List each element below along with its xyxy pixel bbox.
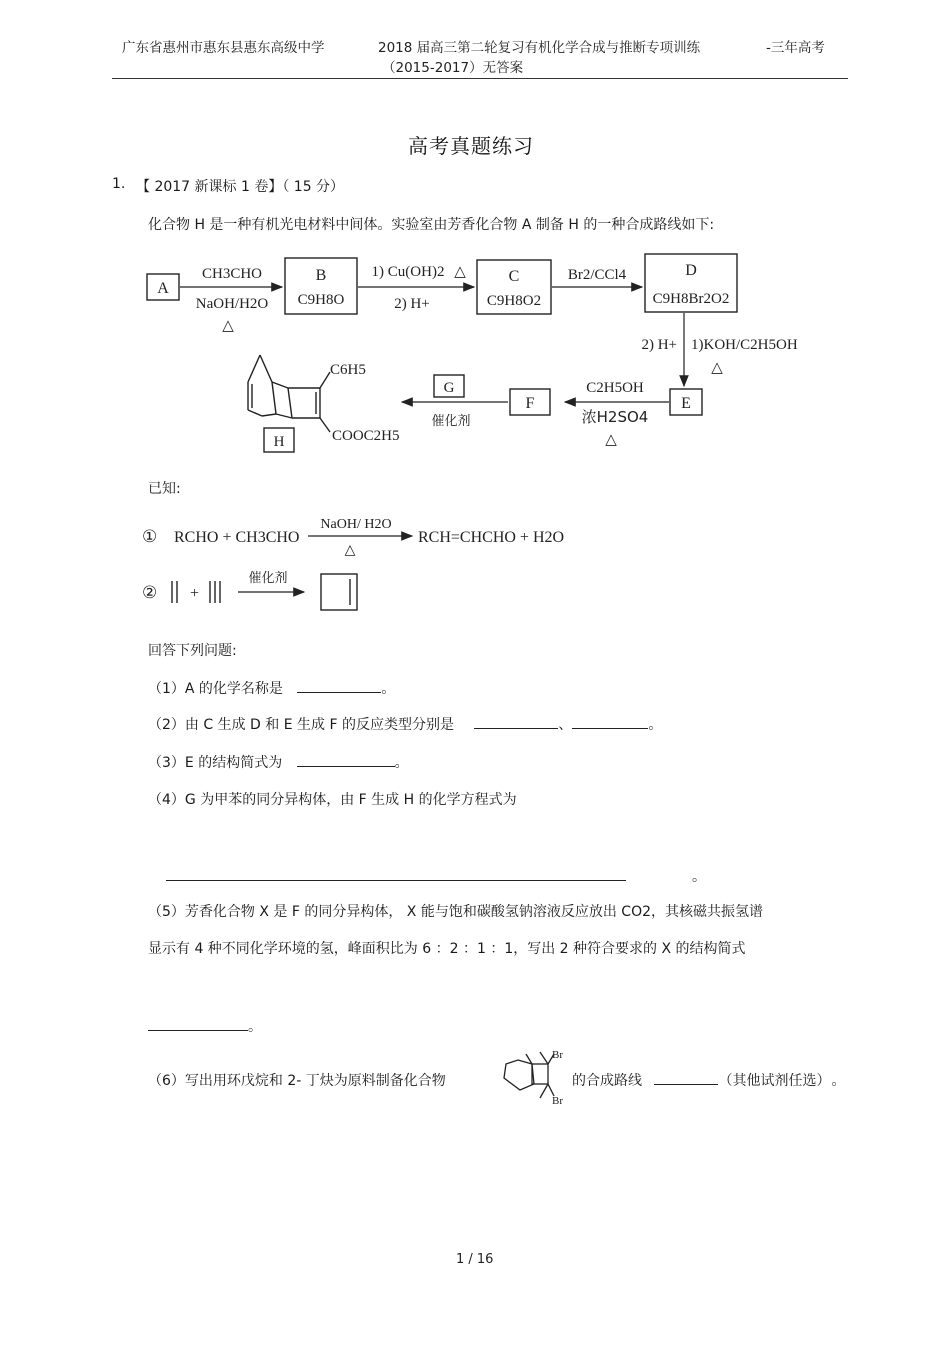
alkene-structure bbox=[172, 581, 177, 603]
item-5-answer bbox=[148, 1016, 262, 1036]
header-divider bbox=[112, 78, 848, 79]
compound-g: G bbox=[443, 380, 455, 396]
bromine-label-bottom: Br bbox=[552, 1095, 563, 1107]
heat-symbol-1: △ bbox=[222, 318, 234, 334]
answer-blank-5[interactable] bbox=[148, 1016, 248, 1031]
item-6-text-3: （其他试剂任选） bbox=[718, 1073, 824, 1089]
compound-h: H bbox=[273, 434, 285, 450]
item-5-end: 。 bbox=[248, 1019, 262, 1035]
cyclobutene-structure bbox=[321, 574, 357, 610]
page-title: 高考真题练习 bbox=[408, 134, 534, 158]
item-2-end: 。 bbox=[648, 717, 663, 733]
answer-blank-3[interactable] bbox=[297, 752, 395, 767]
known-reactions bbox=[140, 505, 600, 617]
substituent-phenyl: C6H5 bbox=[330, 362, 366, 378]
item-3-text: （3）E 的结构简式为 bbox=[148, 755, 283, 771]
known-reaction-1-reactants: RCHO + CH3CHO bbox=[174, 529, 300, 546]
bromine-label-top: Br bbox=[552, 1049, 563, 1061]
catalyst-label: 催化剂 bbox=[431, 414, 471, 429]
reagent-h2so4: 浓H2SO4 bbox=[581, 408, 649, 426]
known-reaction-1-conditions: NaOH/ H2O bbox=[320, 517, 392, 532]
reagent-ch3cho: CH3CHO bbox=[201, 266, 263, 282]
compound-h-structure bbox=[248, 355, 330, 432]
item-6-text-2: 的合成路线 bbox=[572, 1073, 642, 1089]
compound-c: C bbox=[508, 268, 520, 285]
answer-blank-2a[interactable] bbox=[474, 714, 558, 729]
header-years: （2015-2017）无答案 bbox=[382, 60, 524, 76]
item-1-text: （1）A 的化学名称是 bbox=[148, 681, 283, 697]
formula-b: C9H8O bbox=[297, 292, 345, 308]
answer-blank-1[interactable] bbox=[297, 678, 381, 693]
item-2-text: （2）由 C 生成 D 和 E 生成 F 的反应类型分别是 bbox=[148, 717, 454, 733]
question-intro: 化合物 H 是一种有机光电材料中间体。实验室由芳香化合物 A 制备 H 的一种合成路线如下: bbox=[148, 217, 715, 233]
reagent-br2: Br2/CCl4 bbox=[567, 267, 627, 283]
compound-f: F bbox=[525, 395, 535, 412]
known-reaction-2-plus: + bbox=[190, 585, 200, 602]
known-reaction-2-catalyst: 催化剂 bbox=[248, 571, 288, 586]
item-2 bbox=[148, 714, 662, 734]
reagent-cuoh2: 1) Cu(OH)2 bbox=[371, 264, 445, 280]
item-1-end: 。 bbox=[381, 681, 396, 697]
known-reaction-2-number: ② bbox=[142, 583, 158, 603]
heat-symbol-3: △ bbox=[711, 360, 723, 376]
answer-blank-6[interactable] bbox=[654, 1070, 718, 1085]
header-school: 广东省惠州市惠东县惠东高级中学 bbox=[122, 40, 325, 56]
item-6-text: （6）写出用环戊烷和 2- 丁炔为原料制备化合物 bbox=[148, 1073, 446, 1089]
item-2-sep: 、 bbox=[558, 717, 573, 733]
formula-c: C9H8O2 bbox=[486, 293, 542, 309]
known-reaction-1-products: RCH=CHCHO + H2O bbox=[418, 529, 565, 546]
answer-intro: 回答下列问题: bbox=[148, 643, 237, 659]
item-4-end: 。 bbox=[692, 869, 706, 885]
heat-symbol-5: △ bbox=[344, 543, 356, 558]
page-number: 1 / 16 bbox=[456, 1252, 494, 1267]
known-label: 已知: bbox=[148, 481, 181, 497]
known-reaction-1-number: ① bbox=[142, 527, 158, 547]
item-5-line2: 显示有 4 种不同化学环境的氢，峰面积比为 6 ：2 ：1 ：1，写出 2 种符合要求的 X 的结构简式 bbox=[148, 941, 746, 957]
answer-blank-4[interactable] bbox=[166, 866, 626, 881]
formula-d: C9H8Br2O2 bbox=[652, 291, 730, 307]
item-6-end: 。 bbox=[831, 1073, 846, 1089]
item-5-line1: （5）芳香化合物 X 是 F 的同分异构体， X 能与饱和碳酸氢钠溶液反应放出 CO2，其核磁共振氢谱 bbox=[148, 904, 763, 920]
item-6-tail bbox=[572, 1070, 845, 1090]
reagent-h-plus-2: 2) H+ bbox=[641, 337, 677, 353]
compound-d: D bbox=[685, 262, 697, 279]
compound-b: B bbox=[315, 267, 327, 284]
compound-a: A bbox=[157, 280, 169, 297]
alkyne-structure bbox=[210, 581, 220, 603]
reagent-h-plus-1: 2) H+ bbox=[394, 296, 430, 312]
question-number: 1. bbox=[112, 176, 126, 192]
header-tag: -三年高考 bbox=[766, 40, 825, 56]
answer-blank-2b[interactable] bbox=[572, 714, 648, 729]
reagent-ethanol: C2H5OH bbox=[586, 380, 644, 396]
substituent-ester: COOC2H5 bbox=[332, 428, 400, 444]
item-3-end: 。 bbox=[394, 755, 409, 771]
question-source: 【 2017 新课标 1 卷】（ 15 分） bbox=[136, 179, 345, 195]
item-4-text: （4）G 为甲苯的同分异构体，由 F 生成 H 的化学方程式为 bbox=[148, 792, 517, 808]
reagent-koh: 1)KOH/C2H5OH bbox=[691, 337, 798, 353]
heat-symbol-2: △ bbox=[454, 264, 466, 280]
target-compound-structure bbox=[494, 1042, 574, 1110]
synthesis-scheme bbox=[140, 250, 840, 460]
item-1 bbox=[148, 678, 395, 698]
compound-e: E bbox=[681, 395, 691, 412]
item-3 bbox=[148, 752, 409, 772]
header-topic: 2018 届高三第二轮复习有机化学合成与推断专项训练 bbox=[378, 40, 701, 56]
reagent-naoh: NaOH/H2O bbox=[195, 296, 269, 312]
heat-symbol-4: △ bbox=[605, 432, 617, 448]
